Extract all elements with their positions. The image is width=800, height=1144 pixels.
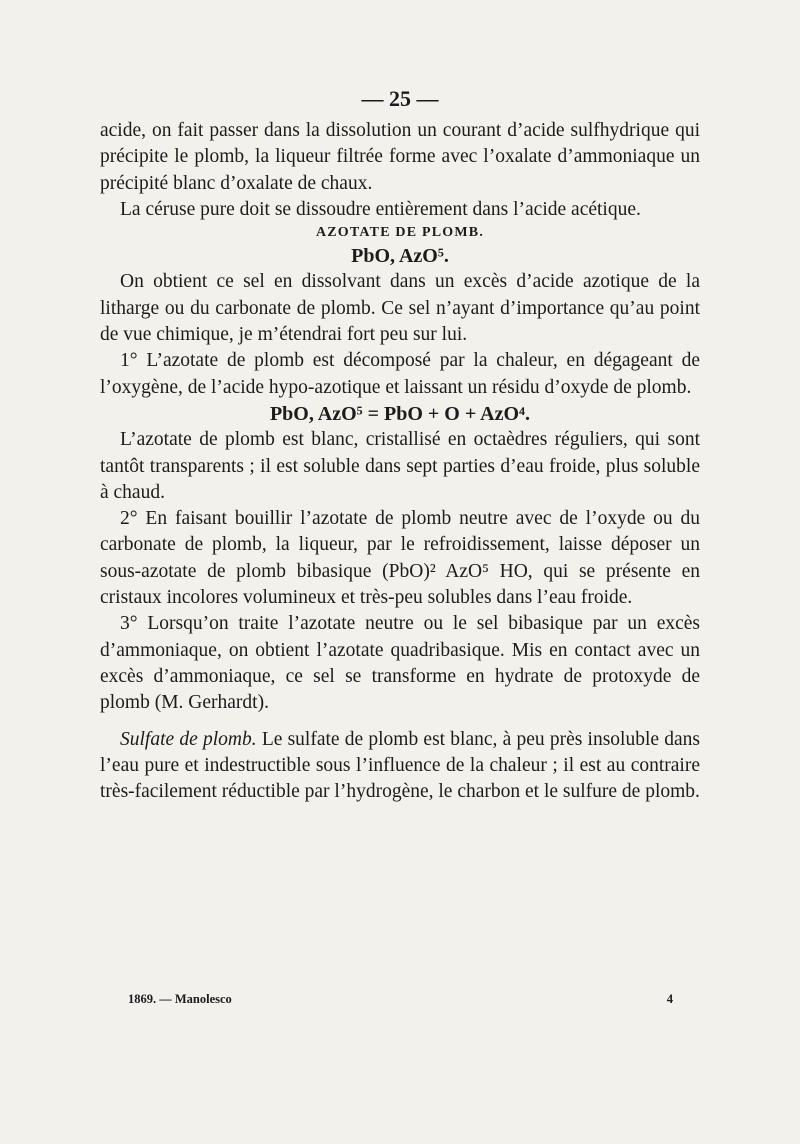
page-number: — 25 — — [361, 86, 439, 111]
sulfate-title: Sulfate de plomb. — [120, 728, 257, 750]
paragraph-6: 2° En faisant bouillir l’azotate de plomb neutre avec de l’oxyde ou du carbonate de plomb, la liqueur, par le refroidissement, laisse déposer un sous-azotate de plomb bibasique (PbO)² AzO⁵ HO, qui se présente en cristaux incolores volumineux et très-peu solubles dans l’eau froide. — [100, 508, 700, 609]
paragraph-2: La céruse pure doit se dissoudre entièrement dans l’acide acétique. — [120, 198, 641, 220]
formula-azotate: PbO, AzO⁵. — [351, 245, 449, 268]
formula-decomposition: PbO, AzO⁵ = PbO + O + AzO⁴. — [269, 402, 531, 425]
paragraph-1: acide, on fait passer dans la dissolution un courant d’acide sulfhydrique qui précipite le plomb, la liqueur filtrée forme avec l’oxalate d’ammoniaque un précipité blanc d’oxalate de chaux. — [100, 120, 700, 194]
paragraph-7: 3° Lorsqu’on traite l’azotate neutre ou le sel bibasique par un excès d’ammoniaque, on obtient l’azotate quadribasique. Mis en contact avec un excès d’ammoniaque, ce sel se transforme en hydrate de protoxyde de plomb (M. Gerhardt). — [100, 613, 700, 714]
page-body — [100, 118, 700, 805]
page-footer — [128, 992, 673, 1007]
paragraph-4: 1° L’azotate de plomb est décomposé par la chaleur, en dégageant de l’oxygène, de l’acide hypo-azotique et laissant un résidu d’oxyde de plomb. — [100, 350, 700, 398]
footer-sheet-number: 4 — [666, 992, 673, 1006]
sulfate-text: Le sulfate de plomb est blanc, à peu près insoluble dans l’eau pure et indestructible sous l’influence de la chaleur ; il est au contraire très-facilement réductible par l’hydrogène, le charbon et le sulfure de plomb. — [100, 728, 700, 803]
paragraph-3: On obtient ce sel en dissolvant dans un excès d’acide azotique de la litharge ou du carbonate de plomb. Ce sel n’ayant d’importance qu’au point de vue chimique, je m’étendrai fort peu sur lui. — [100, 271, 700, 346]
section-heading: AZOTATE DE PLOMB. — [315, 225, 485, 241]
footer-signature: 1869. — Manolesco — [128, 992, 232, 1006]
paragraph-8 — [100, 727, 700, 806]
paragraph-5: L’azotate de plomb est blanc, cristallisé en octaèdres réguliers, qui sont tantôt transparents ; il est soluble dans sept parties d’eau froide, plus soluble à chaud. — [100, 429, 700, 503]
